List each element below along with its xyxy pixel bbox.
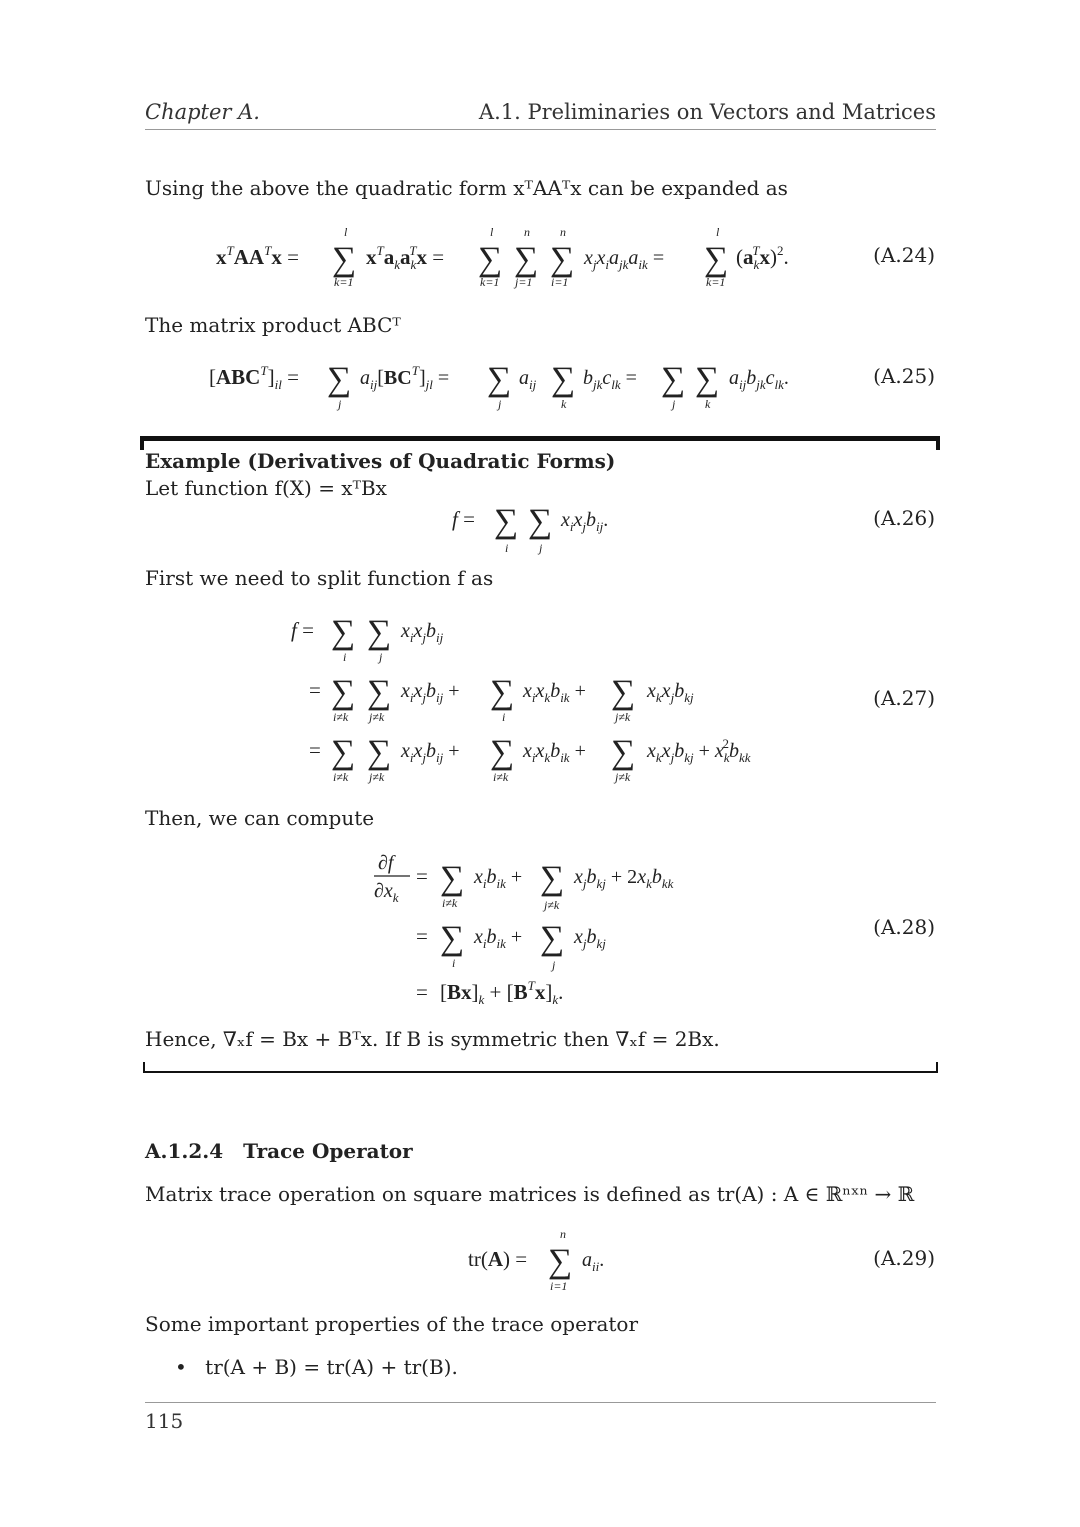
svg-text:∑: ∑	[548, 1243, 573, 1280]
svg-text:k=1: k=1	[480, 275, 500, 289]
example-bottom-right-tick	[936, 1062, 938, 1073]
svg-text:xixjbij +: $x_ix_jb_{ij}$ +	[401, 680, 460, 705]
trace-definition-paragraph: Matrix trace operation on square matrices is defined as tr(A) : A ∈ ℝⁿˣⁿ → ℝ	[145, 1182, 915, 1206]
svg-text:j: j	[498, 397, 502, 411]
svg-text:∑: ∑	[540, 860, 565, 897]
svg-text:xixkbik +: $x_ix_kb_{ik}$ +	[523, 740, 586, 765]
svg-text:∑: ∑	[704, 241, 729, 278]
example-hence-text: Hence, ∇ₓf = Bx + Bᵀx. If B is symmetric then ∇ₓf = 2Bx.	[145, 1027, 720, 1051]
svg-text:xixjbij +: $x_ix_jb_{ij}$ +	[401, 740, 460, 765]
equation-a29	[462, 1222, 632, 1298]
svg-text:aij: $a_{ij}$	[519, 367, 537, 392]
svg-text:xjxiajkaik =: $x_jx_ia_{jk}a_{ik}$ =	[584, 247, 665, 272]
svg-text:∑: ∑	[331, 674, 356, 711]
svg-text:l: l	[716, 225, 720, 239]
svg-text:i≠k: i≠k	[442, 896, 458, 910]
svg-text:k=1: k=1	[334, 275, 354, 289]
svg-text:∑: ∑	[331, 734, 356, 771]
example-let-text: Let function f(X) = xᵀBx	[145, 476, 387, 500]
svg-text:[Bx]k + [BTx]k.: $[Bx]_k + [B^Tx]_k$.	[440, 978, 564, 1007]
svg-text:∑: ∑	[367, 614, 392, 651]
svg-text:xkxjbkj + xk2bkk: $x_kx_jb_{kj} + x_k2b_{kk}$	[647, 736, 751, 765]
bullet-icon: •	[175, 1355, 187, 1379]
svg-text:i≠k: i≠k	[493, 770, 509, 784]
equation-number-a25: (A.25)	[873, 364, 935, 388]
svg-text:j=1: j=1	[515, 275, 533, 289]
svg-text:∑: ∑	[327, 361, 352, 398]
running-header-section: A.1. Preliminaries on Vectors and Matrices	[478, 100, 936, 124]
svg-text:xixkbik +: $x_ix_kb_{ik}$ +	[523, 680, 586, 705]
example-title: Example (Derivatives of Quadratic Forms)	[145, 449, 616, 473]
svg-text:k=1: k=1	[706, 275, 726, 289]
svg-text:=: =	[416, 924, 428, 948]
svg-text:∑: ∑	[440, 920, 465, 957]
equation-number-a28: (A.28)	[873, 915, 935, 939]
svg-text:n: n	[560, 225, 566, 239]
svg-text:∑: ∑	[540, 920, 565, 957]
equation-number-a24: (A.24)	[873, 243, 935, 267]
svg-text:n: n	[560, 1227, 566, 1241]
svg-text:∑: ∑	[528, 503, 553, 540]
svg-text:(akTx)2.: $(a_kTx)^2$.	[736, 243, 789, 272]
svg-text:k: k	[561, 397, 567, 411]
equation-a28	[368, 845, 788, 1014]
svg-text:xixjbij: $x_ix_jb_{ij}$	[401, 620, 444, 645]
example-top-right-tick	[936, 436, 940, 450]
svg-text:xjbkj: $x_jb_{kj}$	[574, 926, 606, 951]
svg-text:=: =	[416, 864, 428, 888]
svg-text:aijbjkclk.: $a_{ij}b_{jk}c_{lk}$.	[729, 367, 789, 392]
svg-text:i: i	[343, 650, 347, 664]
example-split-text: First we need to split function f as	[145, 566, 494, 590]
list-item-text: tr(A + B) = tr(A) + tr(B).	[205, 1355, 458, 1379]
svg-text:∑: ∑	[367, 674, 392, 711]
svg-text:∑: ∑	[367, 734, 392, 771]
svg-text:k: k	[705, 397, 711, 411]
matrix-product-paragraph: The matrix product ABCᵀ	[145, 313, 401, 337]
svg-text:j: j	[539, 541, 543, 555]
svg-text:∑: ∑	[490, 674, 515, 711]
svg-text:j: j	[379, 650, 383, 664]
svg-text:∑: ∑	[695, 361, 720, 398]
example-bottom-left-tick	[143, 1062, 145, 1073]
svg-text:i≠k: i≠k	[333, 770, 349, 784]
svg-text:j: j	[552, 958, 556, 972]
svg-text:i≠k: i≠k	[333, 710, 349, 724]
equation-a25	[205, 350, 825, 420]
example-top-left-tick	[140, 436, 144, 450]
svg-text:[ABCT]il =: $[ABC^T]_{il}$ =	[209, 363, 299, 392]
svg-text:∂f: ∂f	[378, 852, 394, 874]
example-bottom-rule	[143, 1071, 938, 1073]
svg-text:f =: f =	[452, 507, 475, 531]
svg-text:∑: ∑	[550, 241, 575, 278]
svg-text:∑: ∑	[611, 734, 636, 771]
footer-rule	[145, 1402, 936, 1403]
example-compute-text: Then, we can compute	[145, 806, 375, 830]
svg-text:=: =	[309, 738, 321, 762]
svg-text:∑: ∑	[487, 361, 512, 398]
svg-text:xkxjbkj: $x_kx_jb_{kj}$	[647, 680, 694, 705]
svg-text:j≠k: j≠k	[544, 898, 560, 912]
intro-paragraph: Using the above the quadratic form xᵀAAᵀx can be expanded as	[145, 176, 788, 200]
svg-text:=: =	[309, 678, 321, 702]
section-number: A.1.2.4	[145, 1139, 224, 1163]
svg-text:j: j	[672, 397, 676, 411]
svg-text:j≠k: j≠k	[615, 710, 631, 724]
equation-a27	[285, 605, 805, 794]
svg-text:j≠k: j≠k	[369, 710, 385, 724]
svg-text:tr(A) =: tr(A) =	[468, 1247, 528, 1271]
svg-text:j≠k: j≠k	[615, 770, 631, 784]
svg-text:i: i	[452, 956, 456, 970]
svg-text:∑: ∑	[490, 734, 515, 771]
svg-text:∑: ∑	[661, 361, 686, 398]
equation-number-a29: (A.29)	[873, 1246, 935, 1270]
svg-text:xTakakTx =: $x^Ta_ka_kTx$ =	[366, 243, 445, 272]
svg-text:aii.: $a_{ii}$.	[582, 1249, 605, 1274]
svg-text:∑: ∑	[478, 241, 503, 278]
equation-a26	[448, 494, 648, 562]
svg-text:xjbkj + 2xkbkk: $x_jb_{kj} + 2x_kb_{kk}$	[574, 866, 674, 891]
equation-number-a27: (A.27)	[873, 686, 935, 710]
svg-text:n: n	[524, 225, 530, 239]
equation-number-a26: (A.26)	[873, 506, 935, 530]
svg-text:bjkclk =: $b_{jk}c_{lk}$ =	[583, 367, 637, 392]
svg-text:i=1: i=1	[551, 275, 569, 289]
section-title: Trace Operator	[243, 1139, 413, 1163]
trace-properties-paragraph: Some important properties of the trace operator	[145, 1312, 639, 1336]
page-number: 115	[145, 1409, 184, 1433]
svg-text:∑: ∑	[332, 241, 357, 278]
svg-text:∑: ∑	[514, 241, 539, 278]
section-heading	[145, 1139, 413, 1163]
svg-text:∂xk: $\partial x_k$	[374, 880, 399, 905]
example-top-rule	[140, 436, 940, 441]
svg-text:∑: ∑	[331, 614, 356, 651]
svg-text:∑: ∑	[494, 503, 519, 540]
svg-text:∑: ∑	[611, 674, 636, 711]
svg-text:i: i	[505, 541, 509, 555]
svg-text:f =: f =	[291, 618, 314, 642]
equation-a24	[210, 222, 830, 298]
svg-text:j: j	[338, 397, 342, 411]
svg-text:aij[BCT]jl =: $a_{ij}[BC^T]_{jl}$ =	[360, 363, 450, 392]
svg-text:∑: ∑	[440, 860, 465, 897]
svg-text:xTAATx =: $x^TAA^Tx$ =	[216, 243, 299, 269]
svg-text:∑: ∑	[551, 361, 576, 398]
svg-text:xibik +: $x_ib_{ik}$ +	[474, 926, 523, 951]
svg-text:=: =	[416, 980, 428, 1004]
header-rule	[145, 129, 936, 130]
svg-text:l: l	[344, 225, 348, 239]
svg-text:l: l	[490, 225, 494, 239]
svg-text:i: i	[502, 710, 506, 724]
svg-text:xibik +: $x_ib_{ik}$ +	[474, 866, 523, 891]
svg-text:j≠k: j≠k	[369, 770, 385, 784]
svg-text:xixjbij.: $x_ix_jb_{ij}$.	[561, 509, 609, 534]
svg-text:i=1: i=1	[550, 1279, 568, 1293]
list-item	[175, 1355, 458, 1379]
running-header-chapter: Chapter A.	[145, 100, 260, 124]
